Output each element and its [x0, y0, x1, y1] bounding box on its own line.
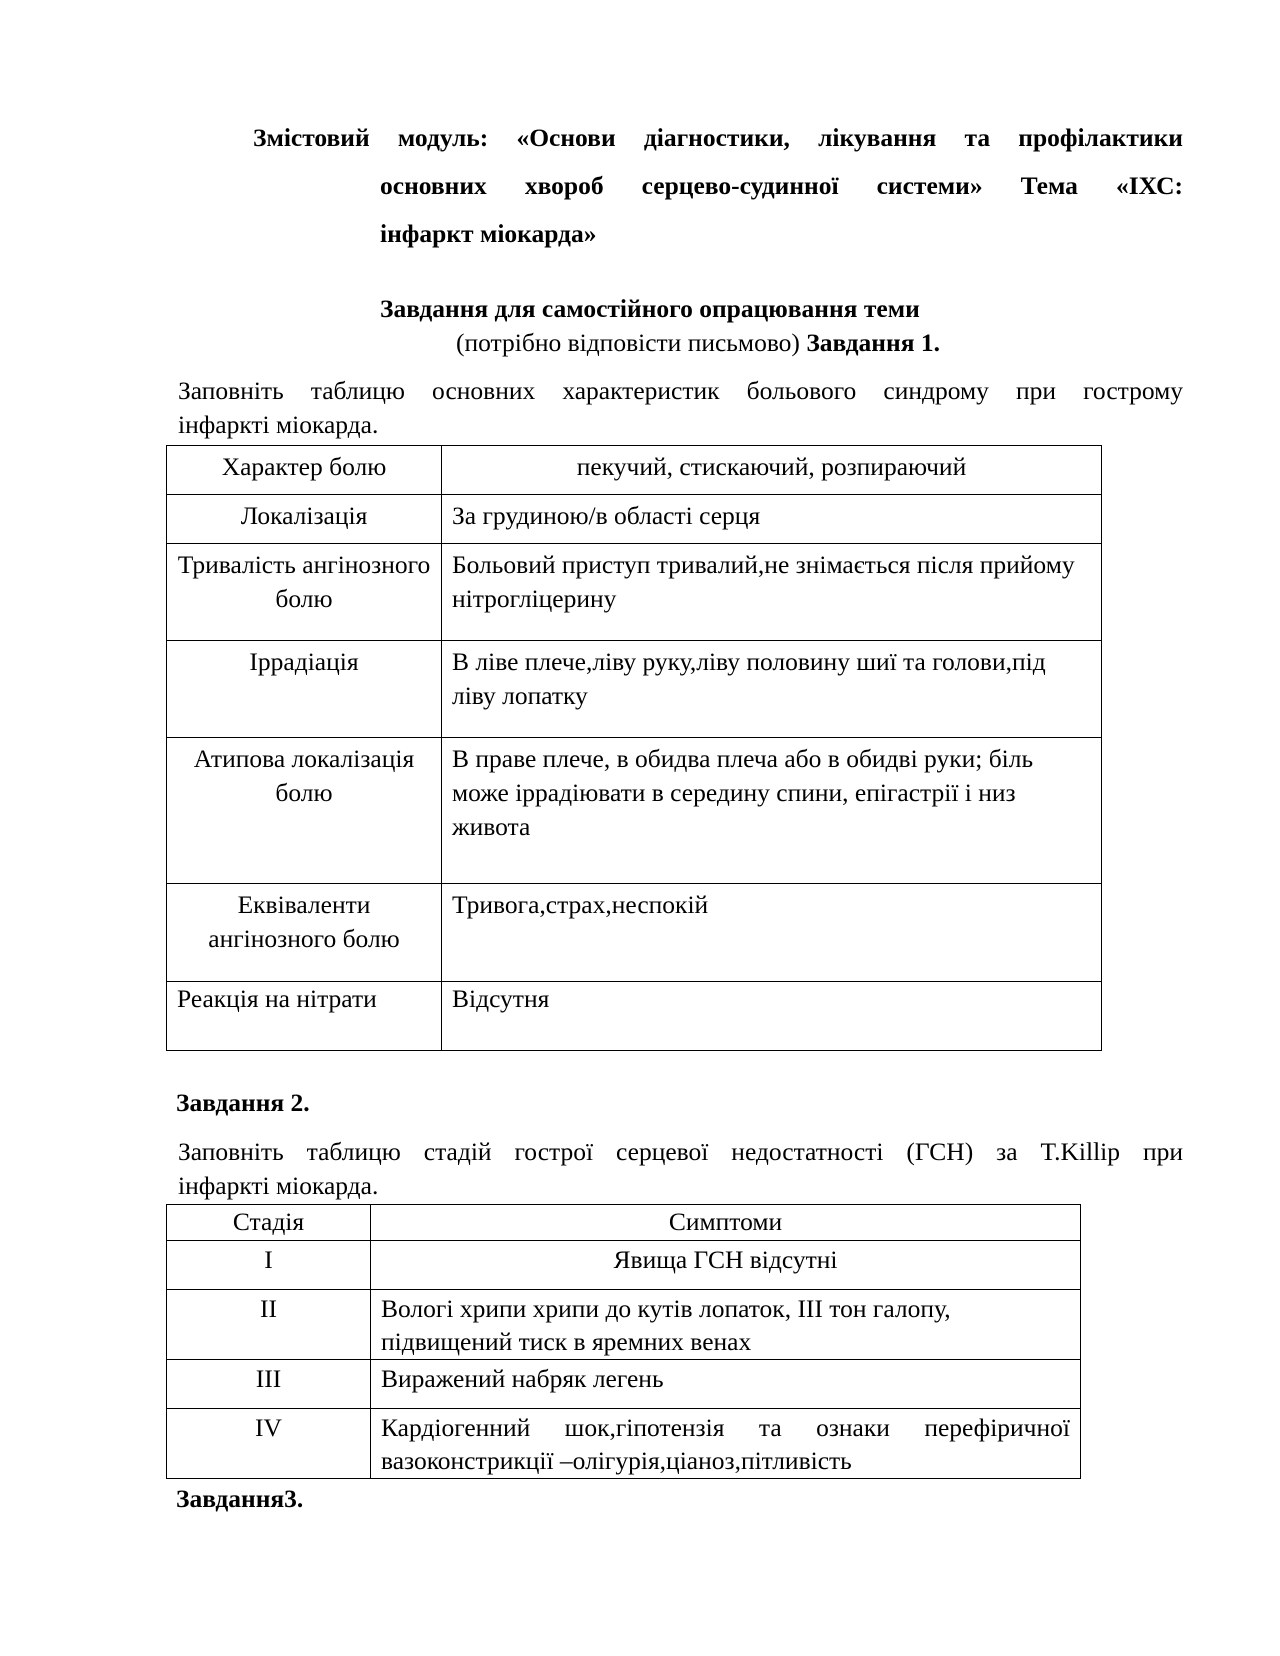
- table-cell-value: В ліве плече,ліву руку,ліву половину шиї та голови,під ліву лопатку: [442, 641, 1102, 738]
- table-row: [167, 738, 1102, 884]
- task1-label: Завдання 1.: [806, 328, 940, 357]
- task-subheading: [456, 328, 940, 358]
- table-cell-value: В праве плече, в обидва плеча або в обидві руки; біль може іррадіювати в середину спини, епігастрії і низ живота: [442, 738, 1102, 884]
- table-cell-key: Характер болю: [167, 446, 442, 495]
- table-cell-stage: II: [167, 1290, 371, 1360]
- table-cell-value: Тривога,страх,неспокій: [442, 884, 1102, 982]
- table-cell-key: Локалізація: [167, 495, 442, 544]
- table-cell-value: Відсутня: [442, 982, 1102, 1051]
- module-title-line-2: основних хвороб серцево-судинної системи» Тема «ІХС:: [380, 171, 1183, 200]
- table-row: [167, 982, 1102, 1051]
- table-cell-stage: III: [167, 1360, 371, 1409]
- task2-intro-line-1: Заповніть таблицю стадій гострої серцевої недостатності (ГСН) за T.Killip при: [178, 1137, 1183, 1166]
- module-title: [253, 114, 1183, 258]
- table-cell-key: Атипова локалізація болю: [167, 738, 442, 884]
- module-title-line-3: інфаркт міокарда»: [380, 219, 597, 248]
- table-cell-value: пекучий, стискаючий, розпираючий: [442, 446, 1102, 495]
- table-cell-value: Больовий приступ тривалий,не знімається після прийому нітрогліцерину: [442, 544, 1102, 641]
- pain-characteristics-table: [166, 445, 1102, 1051]
- task1-intro-line-2: інфаркті міокарда.: [178, 410, 379, 439]
- table-cell-key: Реакція на нітрати: [167, 982, 442, 1051]
- table-row: [167, 544, 1102, 641]
- table-cell-symptoms: Виражений набряк легень: [371, 1360, 1081, 1409]
- table-cell-stage: I: [167, 1241, 371, 1290]
- table-row: [167, 446, 1102, 495]
- table-row: [167, 495, 1102, 544]
- table-row: [167, 1409, 1081, 1479]
- table-row: [167, 1360, 1081, 1409]
- table-cell-symptoms: Кардіогенний шок,гіпотензія та ознаки перефіричної вазоконстрикції –олігурія,ціаноз,пітливість: [371, 1409, 1081, 1479]
- task3-label: Завдання3.: [176, 1484, 304, 1513]
- table-row: [167, 641, 1102, 738]
- task-heading: Завдання для самостійного опрацювання теми: [380, 294, 920, 323]
- table-header-stage: Стадія: [167, 1205, 371, 1241]
- table-cell-stage: IV: [167, 1409, 371, 1479]
- table-cell-key: Еквіваленти ангінозного болю: [167, 884, 442, 982]
- table-cell-symptoms: Явища ГСН відсутні: [371, 1241, 1081, 1290]
- task-instruction: (потрібно відповісти письмово): [456, 328, 800, 357]
- task2-label: Завдання 2.: [176, 1088, 310, 1117]
- table-cell-key: Тривалість ангінозного болю: [167, 544, 442, 641]
- table-header-symptoms: Симптоми: [371, 1205, 1081, 1241]
- table-header-row: [167, 1205, 1081, 1241]
- table-cell-key: Іррадіація: [167, 641, 442, 738]
- table-cell-symptoms: Вологі хрипи хрипи до кутів лопаток, ІІІ тон галопу, підвищений тиск в яремних венах: [371, 1290, 1081, 1360]
- table-cell-value: За грудиною/в області серця: [442, 495, 1102, 544]
- killip-stages-table: [166, 1204, 1081, 1479]
- module-title-line-1: Змістовий модуль: «Основи діагностики, лікування та профілактики: [253, 123, 1183, 152]
- task1-intro: [178, 374, 1183, 442]
- table-row: [167, 884, 1102, 982]
- table-row: [167, 1241, 1081, 1290]
- task1-intro-line-1: Заповніть таблицю основних характеристик больового синдрому при гострому: [178, 376, 1183, 405]
- task2-intro: [178, 1135, 1183, 1203]
- table-row: [167, 1290, 1081, 1360]
- task2-intro-line-2: інфаркті міокарда.: [178, 1171, 379, 1200]
